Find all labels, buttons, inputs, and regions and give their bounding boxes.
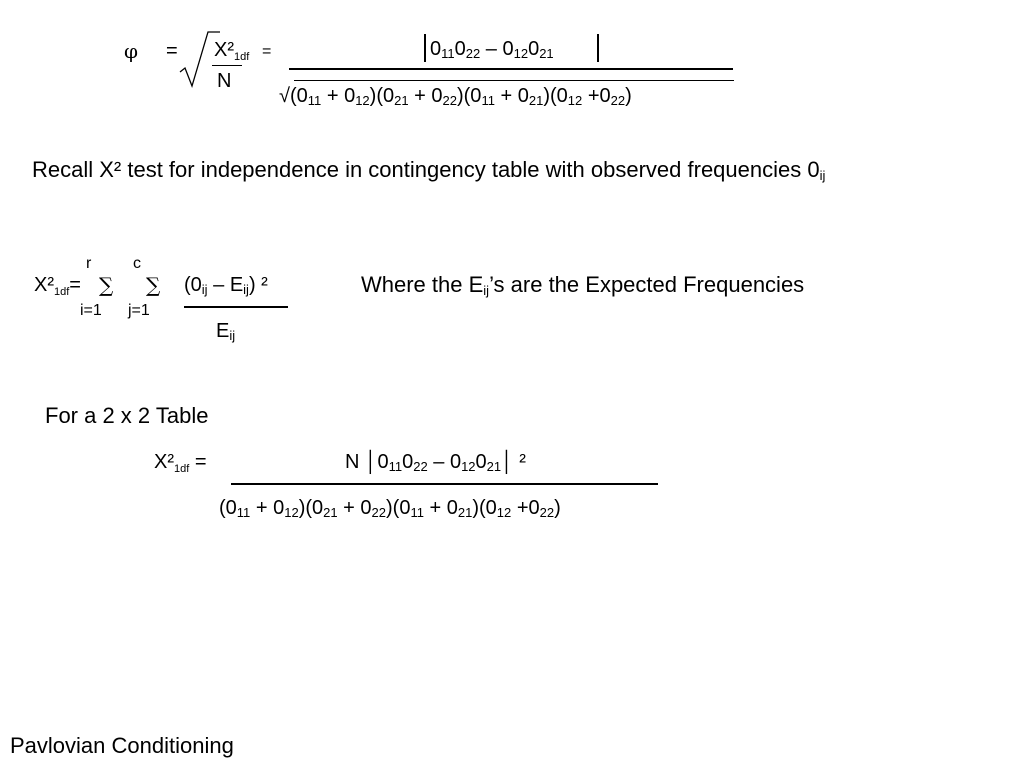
footer-title: Pavlovian Conditioning xyxy=(10,733,234,758)
general-chi-lhs: $X^2_{1df}=$ xyxy=(34,274,81,298)
recall-statement: Recall X² test for independence in contingency table with observed frequencies 0ij xyxy=(32,157,826,183)
table-fraction-bar xyxy=(231,483,658,485)
phi-equals: = xyxy=(166,40,178,62)
table-chi-lhs: $X^2_{1df}$ = xyxy=(154,451,207,475)
phi-n: N xyxy=(217,70,232,92)
phi-fraction-bar xyxy=(289,68,733,70)
sigma2-symbol: ∑ xyxy=(146,273,161,297)
sigma2-lower-limit: j=1 xyxy=(128,302,150,319)
table-heading: For a 2 x 2 Table xyxy=(45,403,209,428)
sigma2-upper-limit: c xyxy=(133,255,141,272)
general-denominator: Eij xyxy=(216,320,236,343)
sigma1-upper-limit: r xyxy=(86,255,92,272)
abs-bar-right xyxy=(597,34,599,62)
phi-numerator: 011022 – 012021 xyxy=(430,38,554,61)
sigma1-lower-limit: i=1 xyxy=(80,302,102,319)
table-denominator: (011 + 012)(021 + 022)(011 + 021)(012 +022) xyxy=(219,497,561,520)
sigma1-symbol: ∑ xyxy=(99,273,114,297)
denominator-radical-overline xyxy=(294,80,734,81)
phi-symbol: φ xyxy=(124,39,139,63)
phi-denominator: √(011 + 012)(021 + 022)(011 + 021)(012 +022) xyxy=(279,85,632,108)
chi-n-fraction-bar xyxy=(212,65,242,66)
general-numerator: (0ij – Eij) ² xyxy=(184,274,268,297)
expected-frequencies-note: Where the Eij’s are the Expected Frequencies xyxy=(361,272,805,298)
general-fraction-bar xyxy=(184,306,288,308)
table-numerator: N │011022 – 012021│ ² xyxy=(345,451,526,474)
phi-chi-square: $X^2_{1df}$ xyxy=(214,39,250,63)
phi-equals-2: = xyxy=(262,43,272,60)
abs-bar-left xyxy=(424,34,426,62)
